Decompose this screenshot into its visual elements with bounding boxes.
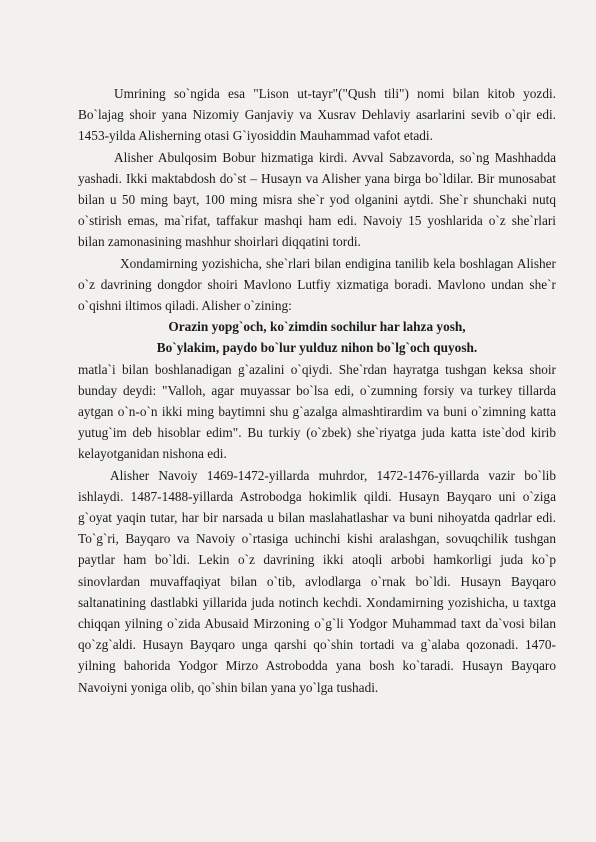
document-body (78, 83, 556, 698)
paragraph-final: Alisher Navoiy 1469-1472-yillarda muhrdor, 1472-1476-yillarda vazir bo`lib ishlaydi. 1487-1488-yillarda Astrobodga hokimlik qildi. Husayn Bayqaro uni o`ziga g`oyat yaqin tutar, har bir narsada u bilan maslahatlashar va buni nihoyatda qadrlar edi. To`g`ri, Bayqaro va Navoiy o`rtasiga uchinchi kishi aralashgan, sovuqchilik tushgan paytlar ham bo`ldi. Lekin o`z davrining ikki atoqli arbobi hamkorligi juda ko`p sinovlardan muvaffaqiyat bilan o`tib, avlodlarga o`rnak bo`ldi. Husayn Bayqaro saltanatining dastlabki yillarida juda notinch kechdi. Xondamirning yozishicha, u taxtga chiqqan yilning o`zida Abusaid Mirzoning o`g`li Yodgor Muhammad taxt da`vosi bilan qo`zg`aldi. Husayn Bayqaro unga qarshi qo`shin tortadi va g`alaba qozonadi. 1470-yilning bahorida Yodgor Mirzo Astrobodda yana bosh ko`taradi. Husayn Bayqaro Navoiyni yoniga olib, qo`shin bilan yana yo`lga tushadi. (78, 467, 556, 695)
verse-line-2: Bo`ylakim, paydo bo`lur yulduz nihon bo`lg`och quyosh. (156, 340, 478, 356)
paragraph-2: Alisher Abulqosim Bobur hizmatiga kirdi. Avval Sabzavorda, so`ng Mashhadda yashadi. Ikki maktabdosh do`st – Husayn va Alisher yana birga bo`ldilar. Bir munosabat bilan u 50 ming bayt, 100 ming misra she`r yod olganini aytdi. She`r shunchaki nutq o`stirish emas, ma`rifat, taffakur mashqi ham edi. Navoiy 15 yoshlarida o`z she`rlari bilan zamonasining mashhur shoirlari diqqatini tordi. (78, 149, 556, 250)
verse-line-1: Orazin yopg`och, ko`zimdin sochilur har lahza yosh, (168, 319, 466, 335)
paragraph-after-verse: matla`i bilan boshlanadigan g`azalini o`qiydi. She`rdan hayratga tushgan keksa shoir bunday deydi: "Valloh, agar muyassar bo`lsa edi, o`zumning forsiy va turkey tillarda aytgan o`n-o`n ikki ming baytimni shu g`azalga almashtirardim va buni o`zimning katta yutug`im deb hisoblar edim". Bu turkiy (o`zbek) she`riyatga juda katta iste`dod kirib kelayotganidan nishona edi. (78, 361, 556, 462)
paragraph-1: Umrining so`ngida esa "Lison ut-tayr"("Qush tili") nomi bilan kitob yozdi. Bo`lajag shoir yana Nizomiy Ganjaviy va Xusrav Dehlaviy asarlarini sevib o`qir edi. 1453-yilda Alisherning otasi G`iyosiddin Mauhammad vafot etadi. (78, 86, 556, 144)
paragraph-3: Xondamirning yozishicha, she`rlari bilan endigina tanilib kela boshlagan Alisher o`z davrining dongdor shoiri Mavlono Lutfiy xizmatiga boradi. Mavlono undan she`r o`qishni iltimos qiladi. Alisher o`zining: (78, 255, 556, 314)
